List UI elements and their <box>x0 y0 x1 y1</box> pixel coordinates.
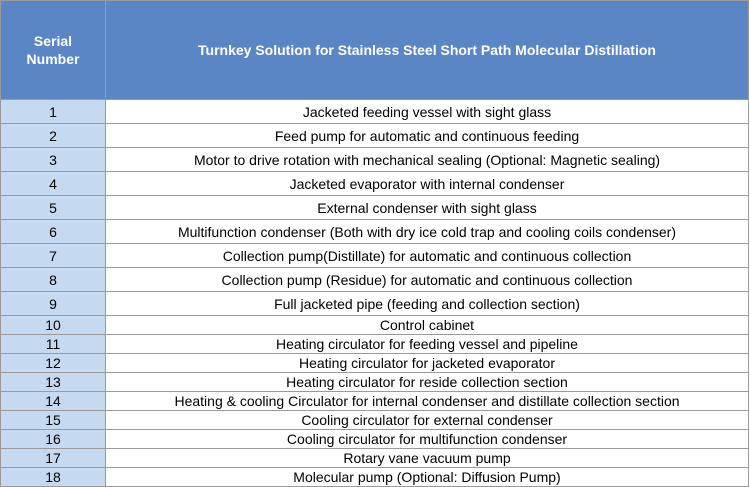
serial-number-cell: 17 <box>1 449 106 468</box>
table-row <box>1 316 749 335</box>
table-row <box>1 196 749 220</box>
description-cell: Heating circulator for jacketed evaporator <box>106 354 749 373</box>
serial-number-cell: 8 <box>1 268 106 292</box>
serial-header-line1: Serial <box>33 33 73 49</box>
table-row <box>1 172 749 196</box>
description-cell: Cooling circulator for multifunction condenser <box>106 430 749 449</box>
description-cell: Heating circulator for reside collection section <box>106 373 749 392</box>
description-cell: Rotary vane vacuum pump <box>106 449 749 468</box>
serial-number-cell: 10 <box>1 316 106 335</box>
table-row <box>1 220 749 244</box>
header-row <box>1 1 749 100</box>
serial-number-cell: 14 <box>1 392 106 411</box>
serial-header-line2: Number <box>26 51 80 67</box>
description-cell: Jacketed feeding vessel with sight glass <box>106 100 749 124</box>
table-row <box>1 335 749 354</box>
serial-number-cell: 15 <box>1 411 106 430</box>
table-row <box>1 268 749 292</box>
description-cell: Collection pump (Residue) for automatic and continuous collection <box>106 268 749 292</box>
serial-number-cell: 12 <box>1 354 106 373</box>
description-cell: Molecular pump (Optional: Diffusion Pump) <box>106 468 749 487</box>
description-cell: Cooling circulator for external condenser <box>106 411 749 430</box>
description-cell: Heating circulator for feeding vessel and pipeline <box>106 335 749 354</box>
description-cell: Full jacketed pipe (feeding and collection section) <box>106 292 749 316</box>
table-title: Turnkey Solution for Stainless Steel Short Path Molecular Distillation <box>106 1 749 100</box>
description-cell: Feed pump for automatic and continuous feeding <box>106 124 749 148</box>
serial-number-cell: 7 <box>1 244 106 268</box>
serial-number-cell: 5 <box>1 196 106 220</box>
table-row <box>1 373 749 392</box>
table-row <box>1 449 749 468</box>
serial-number-cell: 18 <box>1 468 106 487</box>
table-row <box>1 354 749 373</box>
description-cell: Heating & cooling Circulator for internal condenser and distillate collection section <box>106 392 749 411</box>
serial-number-header <box>1 1 106 100</box>
description-cell: Collection pump(Distillate) for automatic and continuous collection <box>106 244 749 268</box>
description-cell: External condenser with sight glass <box>106 196 749 220</box>
serial-number-cell: 4 <box>1 172 106 196</box>
serial-number-cell: 11 <box>1 335 106 354</box>
table-row <box>1 468 749 487</box>
table-row <box>1 244 749 268</box>
serial-number-cell: 3 <box>1 148 106 172</box>
serial-number-cell: 6 <box>1 220 106 244</box>
serial-number-cell: 16 <box>1 430 106 449</box>
table-row <box>1 430 749 449</box>
description-cell: Motor to drive rotation with mechanical sealing (Optional: Magnetic sealing) <box>106 148 749 172</box>
serial-number-cell: 2 <box>1 124 106 148</box>
serial-number-cell: 13 <box>1 373 106 392</box>
table-row <box>1 148 749 172</box>
description-cell: Jacketed evaporator with internal condenser <box>106 172 749 196</box>
description-cell: Multifunction condenser (Both with dry ice cold trap and cooling coils condenser) <box>106 220 749 244</box>
table-row <box>1 292 749 316</box>
table-row <box>1 124 749 148</box>
table-row <box>1 411 749 430</box>
description-cell: Control cabinet <box>106 316 749 335</box>
table-row <box>1 392 749 411</box>
serial-number-cell: 9 <box>1 292 106 316</box>
serial-number-cell: 1 <box>1 100 106 124</box>
table-row <box>1 100 749 124</box>
